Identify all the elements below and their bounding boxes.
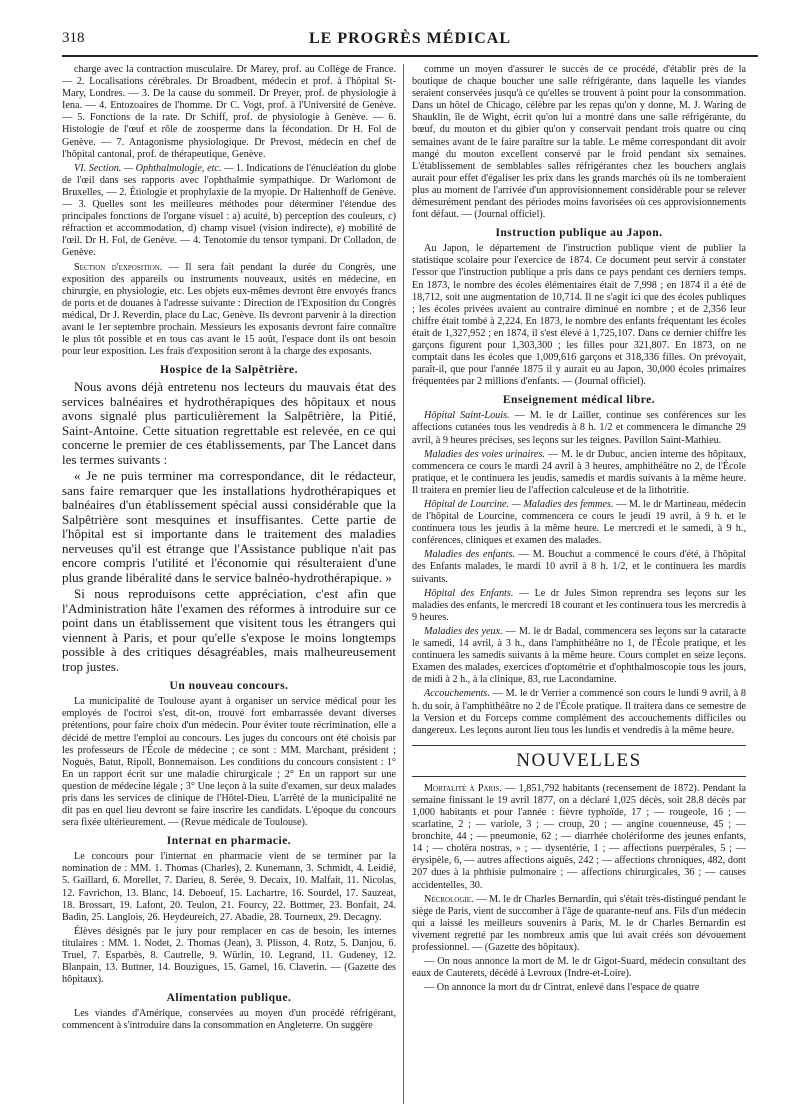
column-divider	[403, 64, 404, 1104]
entry-lead: Hôpital de Lourcine. — Maladies des femmes.	[424, 499, 614, 510]
entry-text: — M. le dr Badal, commencera ses leçons sur la cataracte le samedi, 14 avril, à 3 h., dans l'amphithéâtre no 1, de l'École pratique, et les continuera les samedis suivants à la même heure. Cours complet en seize leçons. Examen des malades, exercices d'optométrie et d'ophthalmoscopie tous les jours, de midi à 2 h., à la clinique, 83, rue Lacondamine.	[412, 625, 746, 686]
news-item: — On annonce la mort du dr Cintrat, enlevé dans l'espace de quatre	[424, 982, 700, 994]
entry-lead: Accouchements.	[424, 688, 490, 700]
right-column	[412, 64, 746, 1104]
entry-lead: Hôpital Saint-Louis.	[424, 410, 510, 422]
entry-lead: Maladies des voies urinaires.	[424, 448, 545, 460]
nouvelles-heading: NOUVELLES	[412, 745, 746, 777]
entry-text: — M. le dr Martineau, médecin de l'hôpital de Lourcine, commencera ce cours le jeudi 19 avril, à 9 h. et le continuera tous les jeudis à la même heure. Le mercredi et le samedi, à 9 h., conférences, cliniques et examen des malades.	[412, 499, 746, 547]
section-heading-enseignement: Enseignement médical libre.	[502, 394, 656, 407]
paragraph: Les viandes d'Amérique, conservées au moyen d'un procédé réfrigérant, commencent à s'introduire dans la consommation en Angleterre. On suggère	[62, 1008, 396, 1032]
entry-lead: Maladies des yeux.	[424, 625, 503, 637]
page-number: 318	[62, 30, 85, 46]
paragraph-text: 1. Indications de l'énucléation du globe de l'œil dans ses rapports avec l'ophthalmie sympathique. Dr Warlomont de Bruxelles, — 2. Étiologie et prophylaxie de la myopie. Dr Haltenhoff de Genève. — 3. Quelles sont les meilleures méthodes pour déterminer l'étendue des principales fonctions de l'organe visuel : a) acuité, b) perception des couleurs, c) réfraction et accommodation, d) champ visuel (vision indirecte), e) mobilité de l'œil. Dr H. Fol, de Genève. — 4. Tenotomie du tensor tympani. Dr Colladon, de Genève.	[62, 162, 396, 259]
course-entry	[412, 499, 746, 547]
paragraph: Au Japon, le département de l'instruction publique vient de publier la statistique scolaire pour l'exercice de 1874. Ce document peut servir à constater l'essor que l'instruction publique a pris dans ce pays pendant ces derniers temps. En 1873, le nombre des écoles élémentaires était de 7,998 ; en 1874 il a été de 18,712, soit une augmentation de 10,714. Il ne s'agit ici que des écoles publiques ; les écoles privées avaient au contraire diminué en nombre ; et de 2,356 leur chiffre était tombé à 2,224. En 1873, le nombre des enfants fréquentant les écoles était de 1,327,952 ; en 1874, il s'est élevé à 1,725,107. Dans ce dernier chiffre les garçons figurent pour 1,303,300 ; les filles pour 321,807. En 1873, on ne comptait dans les écoles que 1,009,616 garçons et 318,336 filles. On prévoyait, paraît-il, que pour l'année 1875 il y aurait eu au Japon, 30,000 écoles primaires fréquentées par 2 millions d'enfants. — (Journal officiel).	[412, 243, 746, 388]
section-heading-japon: Instruction publique au Japon.	[495, 227, 663, 240]
paragraph: « Je ne puis terminer ma correspondance, dit le rédacteur, sans faire remarquer que les installations hydrothérapiques et balnéaires d'un établissement spécial aussi considérable que la Salpêtrière sont mesquines et insuffisantes. Cette partie de l'hôpital est si importante dans le traitement des maladies nerveuses qu'il est étrange que l'Assistance publique n'ait pas encore compris l'utilité et l'économie qui résulteraient d'une plus grande libéralité dans le service balnéo-hydrothérapique. »	[62, 468, 396, 585]
course-entry	[412, 449, 746, 497]
entry-text: — M. le dr Lailler, continue ses conférences sur les affections cutanées tous les vendredis à 8 h. 1/2 et commencera le dimanche 29 avril, à 9 heures précises, ses leçons sur les teignes. Pavillon Saint-Mathieu.	[412, 410, 746, 446]
course-entry	[412, 688, 746, 736]
paragraph-lead: VI. Section. — Ophthalmologie, etc. —	[74, 162, 234, 174]
news-text: — M. le dr Charles Bernardin, qui s'était très-distingué pendant le siège de Paris, vient de succomber à l'âge de quarante-neuf ans. Fils d'un médecin qui a laissé les meilleurs souvenirs à Paris, M. le dr Charles Bernardin est vivement regretté par les nombreux amis que lui avait créés son dévouement professionnel. — (Gazette des hôpitaux).	[412, 893, 746, 953]
paragraph-lead: Section d'exposition.	[74, 261, 163, 273]
paragraph-text: — Il sera fait pendant la durée du Congrès, une exposition des appareils ou instruments nouveaux, usités en médecine, en chirurgie, en physiologie, etc. Les objets eux-mêmes devront être envoyés francs de ports et de douanes à l'adresse suivante : Direction de l'Exposition du Congrès médical, Dr J. Reverdin, place du Lac, Genève. Ils devront parvenir à la direction avant le 1er septembre prochain. Messieurs les exposants devront faire connaître le plus tôt possible et en tous cas avant le 15 août, l'espace dont ils ont besoin pour leur exposition. Les frais d'exposition seront à la charge des exposants.	[62, 261, 396, 358]
left-column	[62, 64, 396, 1104]
paragraph: Élèves désignés par le jury pour remplacer en cas de besoin, les internes titulaires : MM. 1. Nodet, 2. Thomas (Jean), 3. Plisson, 4. Rotz, 5. Danjou, 6. Truel, 7. Esparbès, 8. Cautrelle, 9. Würlin, 10. Legrand, 11. Gudeney, 12. Blanpain, 13. Buttner, 14. Bouzigues, 15. Gamel, 16. Claverin. — (Gazette des hôpitaux).	[62, 925, 396, 986]
paragraph: Si nous reproduisons cette appréciation, c'est afin que l'Administration hâte l'examen des réformes à introduire sur ce point dans un établissement que visitent tous les étrangers qui viennent à Paris, et pour qu'elle s'expose le moins longtemps possible à des critiques désagréables, mais malheureusement trop justes.	[62, 586, 396, 674]
course-entry	[412, 410, 746, 446]
paragraph: Nous avons déjà entretenu nos lecteurs du mauvais état des services balnéaires et hydrothérapiques des hôpitaux et nous avons signalé plus particulièrement la Salpêtrière, la Pitié, Saint-Antoine. Cette situation regrettable est relevée, en ce qui concerne le premier de ces établissements, par The Lancet dans les termes suivants :	[62, 379, 396, 467]
paragraph	[62, 163, 396, 260]
paragraph: Le concours pour l'internat en pharmacie vient de se terminer par la nomination de : MM. 1. Thomas (Charles), 2. Kunemann, 3. Schmidt, 4. Leidié, 5. Gaillard, 6. Morellet, 7. Darieu, 8. Serée, 9. Decaix, 10. Malfait, 11. Nicolas, 12. Favrichon, 13. Blanc, 14. Deboeuf, 15. Lachartre, 16. Sourdel, 17. Sauzeat, 18. Brossart, 19. Lafont, 20. Teulon, 21. Fourcy, 22. Bottmer, 23. Bonfait, 24. Badin, 25. Langlois, 26. Heydeureich, 27. Abadie, 28. Tourneux, 29. Decagny.	[62, 851, 396, 923]
paragraph: La municipalité de Toulouse ayant à organiser un service médical pour les employés de l'octroi s'est, dit-on, trouvé fort embarrassée devant diverses prétentions, pour faire choix d'un médecin. Pour éviter toute récrimination, elle a décidé de mettre l'emploi au concours. Les juges du concours ont été choisis par les professeurs de l'École de médecine ; ce sont : MM. Marchant, président ; Noguès, Batut, Ripoll, Bonnemaison. Les conditions du concours consistent : 1° En un rapport écrit sur une maladie chirurgicale ; 2° En un rapport sur une question de médecine légale ; 3° Une leçon à la suite d'examen, sur deux malades pris dans les services de clinique de l'Hôtel-Dieu. L'arrêté de la municipalité ne dit pas en quel lieu devront se faire inscrire les candidats. L'époque du concours sera fixée ultérieurement. — (Revue médicale de Toulouse).	[62, 696, 396, 829]
entry-text: — M. le dr Dubuc, ancien interne des hôpitaux, commencera ce cours le mardi 24 avril à 3 heures, amphithéâtre no 2, de l'École pratique, et le continuera les jeudis, samedis et mardis suivants à la même heure. Il traitera en premier lieu de l'affection calculeuse et de la lithotritie.	[412, 448, 746, 496]
news-item	[412, 894, 746, 954]
news-lead: Nécrologie.	[424, 893, 474, 905]
journal-title: LE PROGRÈS MÉDICAL	[308, 30, 512, 47]
paragraph	[62, 262, 396, 359]
entry-lead: Maladies des enfants.	[424, 549, 516, 561]
entry-text: — Le dr Jules Simon reprendra ses leçons sur les maladies des enfants, le mercredi 18 courant et les continuera tous les mercredis à 9 heures.	[412, 587, 746, 623]
entry-text: — M. Bouchut a commencé le cours d'été, à l'hôpital des Enfants malades, le mardi 10 avril à 8 h. 1/2, et le continuera les mardis suivants.	[412, 549, 746, 585]
section-heading-salpetriere: Hospice de la Salpêtrière.	[160, 364, 298, 377]
course-entry	[412, 588, 746, 624]
course-entry	[412, 549, 746, 585]
section-heading-internat: Internat en pharmacie.	[166, 835, 292, 848]
section-heading-alimentation: Alimentation publique.	[166, 992, 292, 1005]
entry-text: — M. le dr Verrier a commencé son cours le lundi 9 avril, à 8 h. du soir, à l'amphithéâtre no 2 de l'École pratique. Il traitera dans ce semestre de la Version et du Forceps comme complément des accouchements difficiles ou dangereux. Les leçons auront lieu tous les lundis et vendredis à la même heure.	[412, 688, 746, 736]
section-heading-concours: Un nouveau concours.	[169, 680, 289, 693]
news-item: — On nous annonce la mort de M. le dr Gigot-Suard, médecin consultant des eaux de Cauterets, décédé à Levroux (Indre-et-Loire).	[412, 956, 746, 980]
page-header	[62, 30, 758, 54]
news-item	[412, 783, 746, 892]
entry-lead: Hôpital des Enfants.	[424, 587, 514, 599]
course-entry	[412, 626, 746, 686]
news-lead: Mortalité à Paris.	[424, 782, 502, 794]
news-text: — 1,851,792 habitants (recensement de 1872). Pendant la semaine finissant le 19 avril 1877, on a déclaré 1,025 décès, soit 28.8 décès par 1,000 habitants et pour l'année : fièvre typhoïde, 17 ; — rougeole, 16 ; — scarlatine, 2 ; — variole, 3 ; — croup, 20 ; — angine couenneuse, 45 ; — bronchite, 44 ; — pneumonie, 62 ; — diarrhée cholériforme des jeunes enfants, 14 ; — choléra nostras, » ; — dysentérie, 1 ; — affections puerpérales, 5 ; — érysipèle, 6, — autres affections aiguës, 242 ; — affections chroniques, 482, dont 207 dues à la phthisie pulmonaire ; — affections chirurgicales, 36 ; — causes accidentelles, 30.	[412, 782, 746, 891]
paragraph: comme un moyen d'assurer le succès de ce procédé, d'établir près de la boutique de chaque boucher une salle réfrigérante, dans laquelle les viandes seraient conservées jusqu'à ce qu'elles se trouvent à point pour la consommation. Dans un hôtel de Chicago, célèbre par les repas qu'on y donne, M. J. Waring de Shauklin, île de Wight, écrit qu'on lui a montré dans une salle réfrigérante, du bœuf, du mouton et du gibier qu'on y conservait pendant trois quatre ou cinq semaines avant de le faire paraître sur la table. Le même correspondant dit avoir mangé du mouton excellent conservé par le froid pendant six semaines. L'établissement de semblables salles réfrigérantes chez les bouchers anglais aurait pour effet d'égaliser les prix dans les grands marchés où ils ne tomberaient plus au moment de l'arrivée d'un approvisionnement considérable pour se relever démesurément pendant des périodes moins favorisées où ces approvisionnements font défaut. — (Journal officiel).	[412, 64, 746, 221]
header-rule	[62, 55, 758, 57]
paragraph: charge avec la contraction musculaire. Dr Marey, prof. au Collège de France. — 2. Localisations cérébrales. Dr Broadbent, médecin et prof. à l'hôpital St-Mary, Londres. — 3. De la cause du sommeil. Dr Preyer, prof. de physiologie à Iena. — 4. Entozoaires de l'homme. Dr C. Vogt, prof. à l'Université de Genève. — 5. Fonctions de la rate. Dr Schiff, prof. de physiologie à Genève. — 6. Histologie de l'œuf et rôle de zoosperme dans la fécondation. Dr H. Fol de Genève. — 7. Antagonisme physiologique. Dr Prevost, médecin en chef de l'hôpital cantonal, prof. de thérapeutique, Genève.	[62, 64, 396, 160]
